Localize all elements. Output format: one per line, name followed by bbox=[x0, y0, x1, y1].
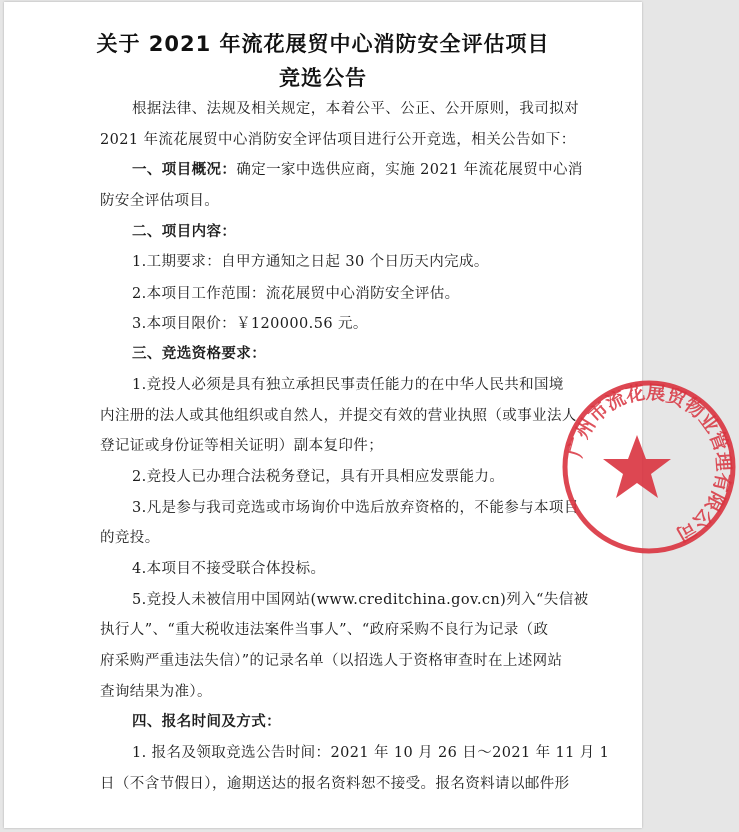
section4-item1-line1: 1. 报名及领取竞选公告时间：2021 年 10 月 26 日～2021 年 11 月 1 bbox=[132, 745, 610, 761]
section3-item5-line3: 府采购严重违法失信）”的记录名单（以招选人于资格审查时在上述网站 bbox=[100, 653, 563, 669]
section2-item1: 1.工期要求：自甲方通知之日起 30 个日历天内完成。 bbox=[132, 254, 489, 270]
section1-heading: 一、项目概况： bbox=[132, 162, 237, 178]
star-icon bbox=[603, 435, 671, 498]
company-seal bbox=[559, 377, 739, 557]
document-title-line1: 关于 2021 年流花展贸中心消防安全评估项目 bbox=[96, 32, 550, 56]
section4-heading: 四、报名时间及方式： bbox=[132, 714, 281, 730]
section1-line1 bbox=[132, 160, 583, 180]
section3-item3-line2: 的竞投。 bbox=[100, 530, 160, 546]
section3-item4: 4.本项目不接受联合体投标。 bbox=[132, 561, 326, 577]
section3-item1-line3: 登记证或身份证等相关证明）副本复印件； bbox=[100, 438, 384, 454]
section3-item3-line1: 3.凡是参与我司竞选或市场询价中选后放弃资格的，不能参与本项目 bbox=[132, 500, 579, 516]
section3-item2: 2.竞投人已办理合法税务登记，具有开具相应发票能力。 bbox=[132, 469, 505, 485]
section1-line2: 防安全评估项目。 bbox=[100, 193, 220, 209]
document-page bbox=[4, 2, 735, 828]
seal-text: 广州市流花展贸物业管理有限公司 bbox=[564, 381, 735, 546]
document-title-line2: 竞选公告 bbox=[279, 66, 367, 90]
section1-text: 确定一家中选供应商，实施 2021 年流花展贸中心消 bbox=[236, 162, 583, 178]
section2-item3: 3.本项目限价：￥120000.56 元。 bbox=[132, 316, 368, 332]
section3-item1-line1: 1.竞投人必须是具有独立承担民事责任能力的在中华人民共和国境 bbox=[132, 377, 564, 393]
section3-item1-line2: 内注册的法人或其他组织或自然人，并提交有效的营业执照（或事业法人 bbox=[100, 408, 577, 424]
section2-heading: 二、项目内容： bbox=[132, 224, 237, 240]
section3-item5-line4: 查询结果为准）。 bbox=[100, 684, 212, 700]
section3-item5-line1: 5.竞投人未被信用中国网站(www.creditchina.gov.cn)列入“失信被 bbox=[132, 592, 589, 608]
section3-item5-line2: 执行人”、“重大税收违法案件当事人”、“政府采购不良行为记录（政 bbox=[100, 622, 549, 638]
section3-heading: 三、竞选资格要求： bbox=[132, 346, 267, 362]
intro-line1: 根据法律、法规及相关规定，本着公平、公正、公开原则，我司拟对 bbox=[132, 101, 579, 117]
section2-item2: 2.本项目工作范围：流花展贸中心消防安全评估。 bbox=[132, 286, 460, 302]
intro-line2: 2021 年流花展贸中心消防安全评估项目进行公开竞选，相关公告如下： bbox=[100, 132, 576, 148]
section4-item1-line2: 日（不含节假日），逾期送达的报名资料恕不接受。报名资料请以邮件形 bbox=[100, 776, 570, 792]
